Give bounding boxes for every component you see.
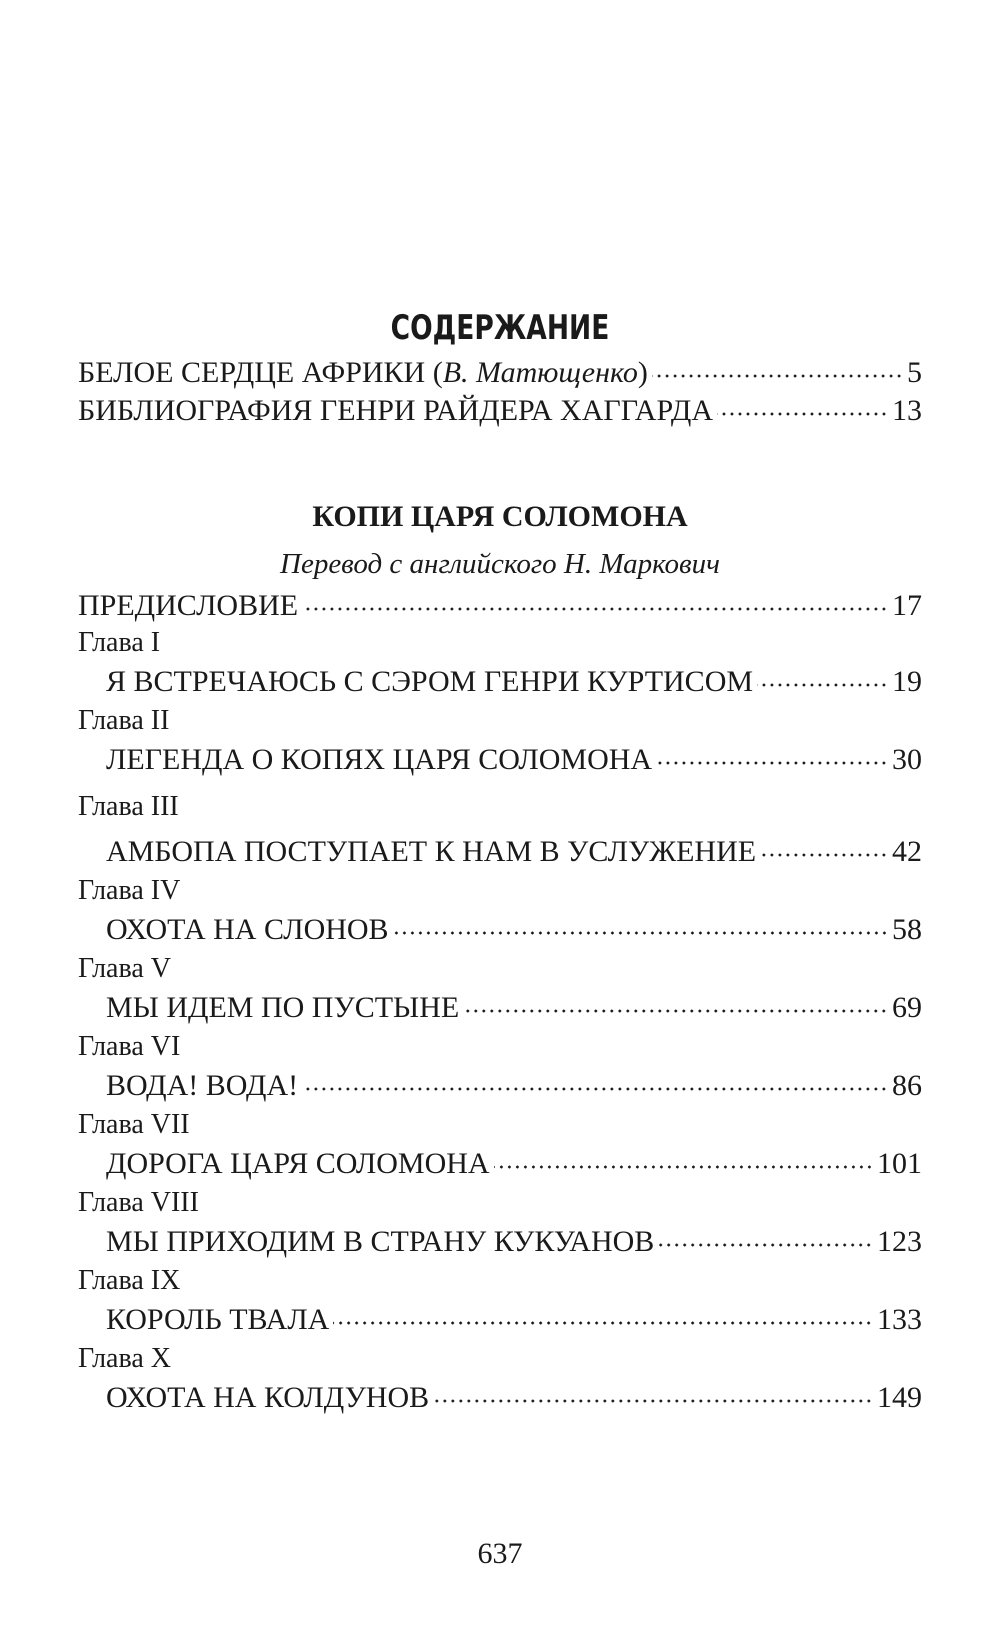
toc-entry-text: ОХОТА НА СЛОНОВ [106,913,389,946]
leader-dots [463,1008,888,1014]
chapter-label: Глава VIII [78,1187,199,1218]
toc-page-number: 123 [877,1225,922,1258]
leader-dots [494,1164,873,1170]
leader-dots [302,1086,888,1092]
toc-entry-text: ОХОТА НА КОЛДУНОВ [106,1381,430,1414]
chapter-label: Глава VII [78,1109,190,1140]
page-title: СОДЕРЖАНИЕ [390,308,610,348]
chapter-label: Глава X [78,1343,171,1374]
chapter-label: Глава III [78,791,179,822]
toc-page-number: 13 [892,394,922,427]
toc-entry-chapter [106,1380,922,1416]
toc-entry-chapter [106,912,922,948]
toc-entry-chapter [106,664,922,700]
toc-entry-text: МЫ ПРИХОДИМ В СТРАНУ КУКУАНОВ [106,1225,655,1258]
leader-dots [333,1320,873,1326]
toc-entry-preface [78,588,922,624]
leader-dots [757,682,888,688]
toc-entry-text: ВОДА! ВОДА! [106,1069,299,1102]
toc-page-number: 5 [907,356,922,389]
toc-entry-chapter [106,1068,922,1104]
toc-page-number: 30 [892,743,922,776]
toc-entry-text: БИБЛИОГРАФИЯ ГЕНРИ РАЙДЕРА ХАГГАРДА [78,394,714,427]
leader-dots [433,1398,873,1404]
chapter-label: Глава II [78,705,170,736]
toc-entry-text: ЛЕГЕНДА О КОПЯХ ЦАРЯ СОЛОМОНА [106,743,653,776]
chapter-label: Глава V [78,953,171,984]
toc-entry-text: БЕЛОЕ СЕРДЦЕ АФРИКИ (В. Матющенко) [78,356,648,389]
toc-page-number: 42 [892,835,922,868]
toc-entry-text: МЫ ИДЕМ ПО ПУСТЫНЕ [106,991,460,1024]
toc-entry-bibliography [78,393,922,429]
toc-entry-chapter [106,1146,922,1182]
toc-entry-text: КОРОЛЬ ТВАЛА [106,1303,330,1336]
toc-page-number: 69 [892,991,922,1024]
toc-page-number: 149 [877,1381,922,1414]
leader-dots [393,930,888,936]
toc-entry-text: ДОРОГА ЦАРЯ СОЛОМОНА [106,1147,490,1180]
toc-page-number: 17 [892,589,922,622]
leader-dots [302,606,888,612]
leader-dots [717,411,888,417]
leader-dots [652,373,903,379]
toc-page-number: 58 [892,913,922,946]
leader-dots [760,852,888,858]
chapter-label: Глава IX [78,1265,181,1296]
toc-entry-text: Я ВСТРЕЧАЮСЬ С СЭРОМ ГЕНРИ КУРТИСОМ [106,665,754,698]
page-number: 637 [477,1537,523,1570]
leader-dots [656,760,888,766]
section-subtitle: Перевод с английского Н. Маркович [280,548,720,580]
toc-page-number: 133 [877,1303,922,1336]
chapter-label: Глава I [78,627,161,658]
toc-entry-chapter [106,742,922,778]
toc-page-number: 19 [892,665,922,698]
toc-entry-chapter [106,834,922,870]
toc-entry-chapter [106,1302,922,1338]
toc-entry-text: АМБОПА ПОСТУПАЕТ К НАМ В УСЛУЖЕНИЕ [106,835,757,868]
toc-entry-introduction [78,355,922,391]
toc-entry-chapter [106,1224,922,1260]
toc-entry-text: ПРЕДИСЛОВИЕ [78,589,299,622]
toc-entry-chapter [106,990,922,1026]
chapter-label: Глава IV [78,875,181,906]
leader-dots [658,1242,873,1248]
toc-page-number: 101 [877,1147,922,1180]
toc-page-number: 86 [892,1069,922,1102]
section-title: КОПИ ЦАРЯ СОЛОМОНА [312,500,688,533]
chapter-label: Глава VI [78,1031,181,1062]
